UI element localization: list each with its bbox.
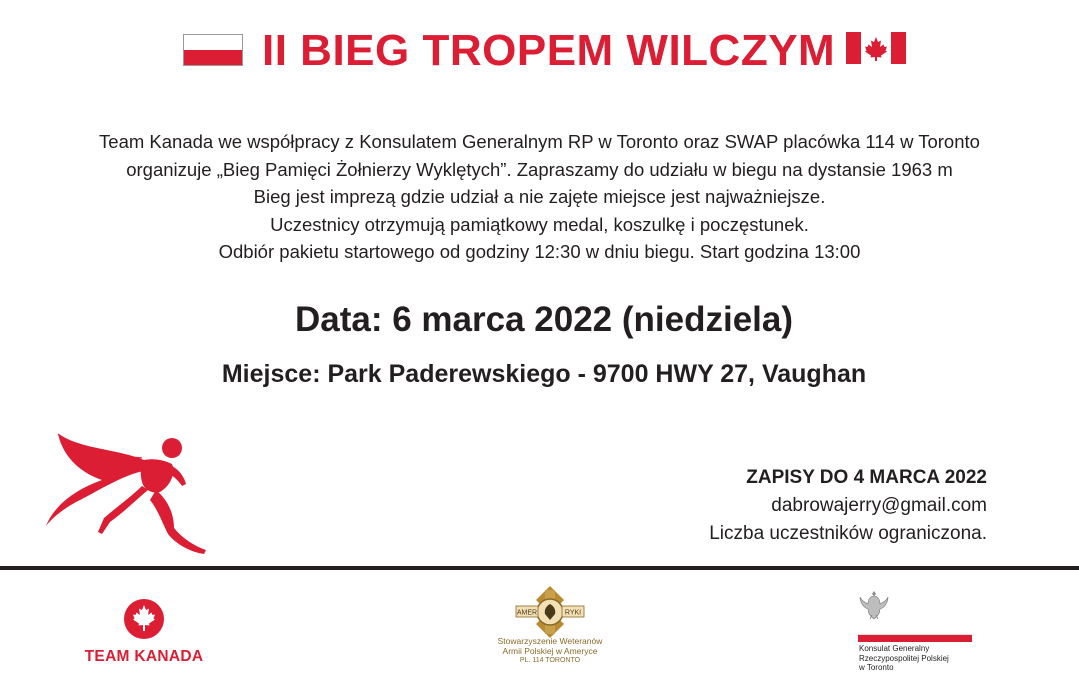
registration-note: Liczba uczestników ograniczona. [709, 523, 987, 544]
swap-line: Armii Polskiej w Ameryce [502, 646, 598, 656]
swap-line: Stowarzyszenie Weteranów [497, 636, 603, 646]
event-title: II BIEG TROPEM WILCZYM [262, 26, 836, 75]
registration-info [709, 464, 987, 548]
footer-divider [0, 566, 1079, 570]
intro-line: Team Kanada we współpracy z Konsulatem Generalnym RP w Toronto oraz SWAP placówka 114 w Toronto [99, 131, 980, 152]
swap-logo [470, 584, 630, 674]
poland-flag-icon [183, 34, 243, 66]
consulate-flag [858, 628, 972, 642]
maple-leaf-icon [123, 598, 165, 640]
emblem-text-right: RYKI [564, 609, 582, 617]
consulate-line: Konsulat Generalny [859, 644, 930, 653]
event-place: Miejsce: Park Paderewskiego - 9700 HWY 27, Vaughan [221, 360, 867, 388]
swap-text [470, 636, 630, 666]
registration-deadline: ZAPISY DO 4 MARCA 2022 [746, 467, 987, 488]
intro-line: Uczestnicy otrzymują pamiątkowy medal, koszulkę i poczęstunek. [270, 213, 809, 235]
veterans-emblem-icon [512, 584, 588, 640]
consulate-line: w Toronto [859, 663, 894, 672]
polish-eagle-icon [858, 588, 890, 622]
emblem-text-left: AMER [516, 609, 538, 617]
intro-text [0, 128, 1079, 266]
title-row [0, 26, 1079, 76]
canada-flag-icon [846, 32, 906, 64]
intro-line: Odbiór pakietu startowego od godziny 12:30 w dniu biegu. Start godzina 13:00 [218, 241, 861, 262]
caped-runner-icon [44, 430, 210, 560]
team-kanada-label: TEAM KANADA [84, 648, 204, 665]
team-kanada-logo [76, 598, 212, 670]
consulate-logo [858, 588, 978, 678]
registration-email[interactable]: dabrowajerry@gmail.com [771, 495, 987, 516]
intro-line: organizuje „Bieg Pamięci Żołnierzy Wyklętych”. Zapraszamy do udziału w biegu na dystansie 1963 m [126, 158, 953, 180]
swap-line: PL. 114 TORONTO [519, 657, 581, 664]
consulate-line: Rzeczypospolitej Polskiej [859, 653, 949, 663]
intro-line: Bieg jest imprezą gdzie udział a nie zajęte miejsce jest najważniejsze. [253, 186, 826, 207]
event-date: Data: 6 marca 2022 (niedziela) [294, 300, 793, 339]
consulate-text [859, 644, 949, 673]
